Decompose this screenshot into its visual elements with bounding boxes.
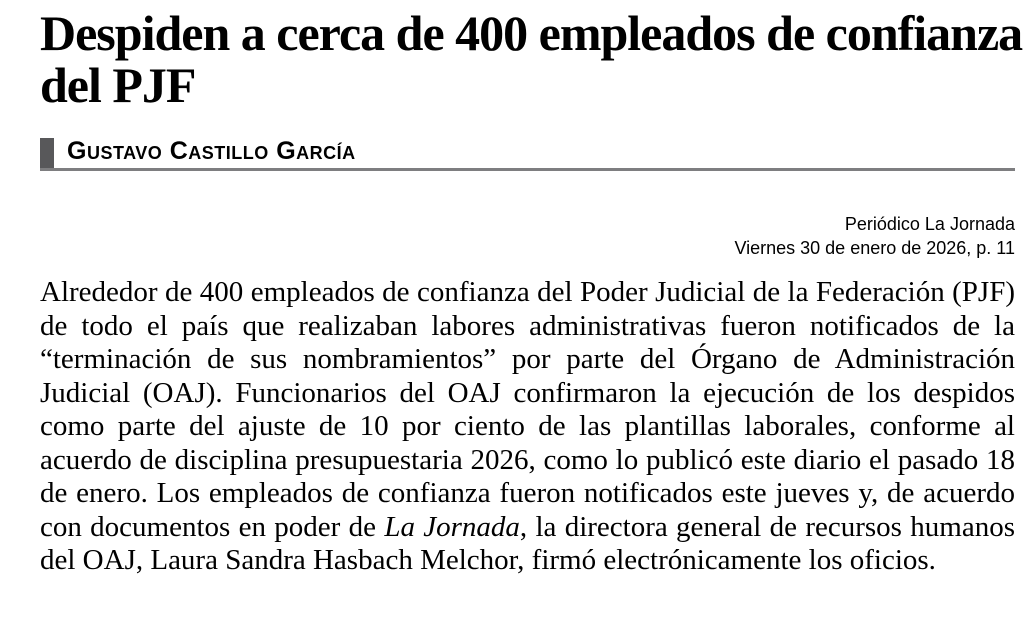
body-text-segment-2: , la directora general de recursos humanos del OAJ, Laura Sandra Hasbach Melchor, firmó electrónicamente los oficios. xyxy=(40,510,1015,576)
article-headline xyxy=(40,7,1022,111)
body-text-italic-publication: La Jornada xyxy=(384,510,520,543)
publication-name: Periódico La Jornada xyxy=(844,214,1015,234)
byline-rule xyxy=(40,168,1015,171)
headline-line-1: Despiden a cerca de 400 empleados de confianza xyxy=(40,5,1023,61)
headline-line-2: del PJF xyxy=(40,57,196,113)
publication-credit xyxy=(734,212,1015,260)
byline-author: Gustavo Castillo García xyxy=(67,137,356,165)
byline xyxy=(40,138,356,171)
byline-bar-decoration xyxy=(40,138,54,171)
article-body xyxy=(40,276,1015,578)
body-text-segment-1: Alrededor de 400 empleados de confianza del Poder Judicial de la Federación (PJF) de todo el país que realizaban labores administrativas fueron notificados de la “terminación de sus nombramientos” por parte del Órgano de Administración Judicial (OAJ). Funcionarios del OAJ confirmaron la ejecución de los despidos como parte del ajuste de 10 por ciento de las plantillas laborales, conforme al acuerdo de disciplina presupuestaria 2026, como lo publicó este diario el pasado 18 de enero. Los empleados de confianza fueron notificados este jueves y, de acuerdo con documentos en poder de xyxy=(40,276,1015,543)
publication-date-page: Viernes 30 de enero de 2026, p. 11 xyxy=(734,238,1015,258)
